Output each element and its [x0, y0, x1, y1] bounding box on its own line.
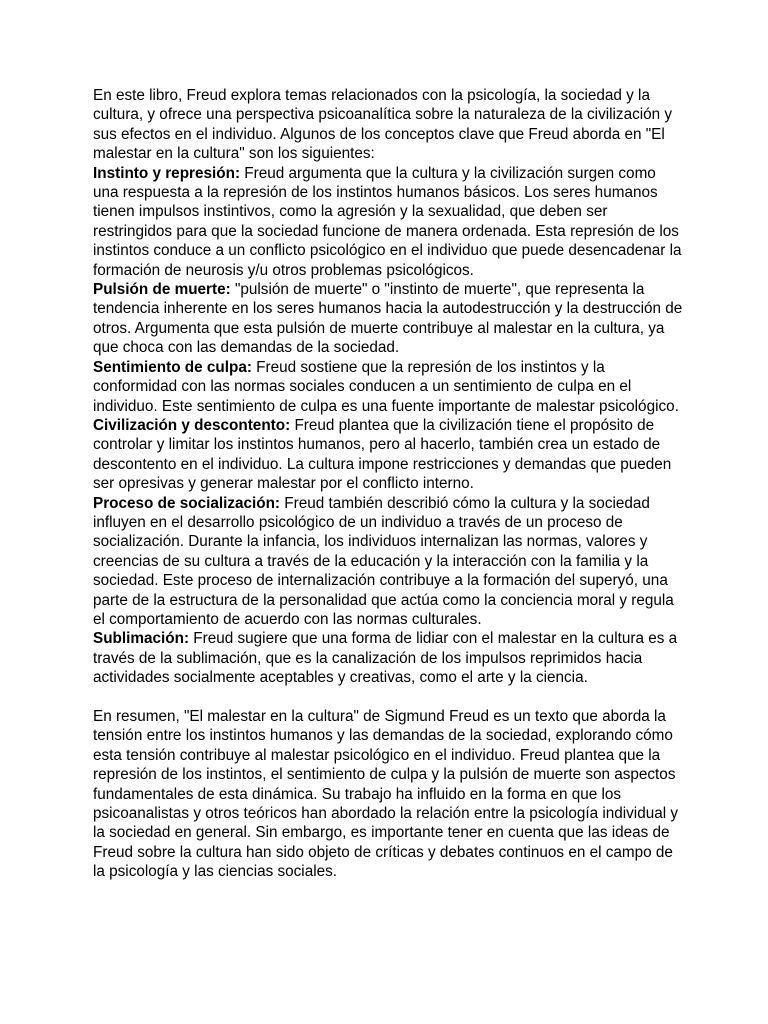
- concept-proceso-socializacion: [93, 494, 683, 630]
- concept-term: Civilización y descontento:: [93, 416, 291, 434]
- concept-term: Sentimiento de culpa:: [93, 358, 252, 376]
- concept-text: Freud sugiere que una forma de lidiar con el malestar en la cultura es a través de la sublimación, que es la canalización de los impulsos reprimidos hacia actividades socialmente aceptables y creativas, como el arte y la ciencia.: [93, 630, 678, 687]
- concept-instinto-represion: [93, 164, 683, 280]
- concept-text: Freud plantea que la civilización tiene el propósito de controlar y limitar los instintos humanos, pero al hacerlo, también crea un estado de descontento en el individuo. La cultura impone restricciones y demandas que pueden ser opresivas y generar malestar por el conflicto interno.: [93, 416, 672, 493]
- concept-pulsion-muerte: [93, 280, 683, 358]
- summary-paragraph: En resumen, "El malestar en la cultura" de Sigmund Freud es un texto que aborda la tensión entre los instintos humanos y las demandas de la sociedad, explorando cómo esta tensión contribuye al malestar psicológico en el individuo. Freud plantea que la represión de los instintos, el sentimiento de culpa y la pulsión de muerte son aspectos fundamentales de esta dinámica. Su trabajo ha influido en la forma en que los psicoanalistas y otros teóricos han abordado la relación entre la psicología individual y la sociedad en general. Sin embargo, es importante tener en cuenta que las ideas de Freud sobre la cultura han sido objeto de críticas y debates continuos en el campo de la psicología y las ciencias sociales.: [93, 707, 679, 881]
- concept-text: "pulsión de muerte" o "instinto de muerte", que representa la tendencia inherente en los seres humanos hacia la autodestrucción y la destrucción de otros. Argumenta que esta pulsión de muerte contribuye al malestar en la cultura, ya que choca con las demandas de la sociedad.: [93, 281, 683, 357]
- paragraph-spacer: [93, 688, 683, 707]
- concept-term: Instinto y represión:: [93, 164, 241, 182]
- concept-sublimacion: [93, 629, 683, 687]
- concept-civilizacion-descontento: [93, 416, 683, 494]
- intro-paragraph: En este libro, Freud explora temas relacionados con la psicología, la sociedad y la cultura, y ofrece una perspectiva psicoanalítica sobre la naturaleza de la civilización y sus efectos en el individuo. Algunos de los conceptos clave que Freud aborda en "El malestar en la cultura" son los siguientes:: [93, 87, 673, 163]
- document-page: [93, 86, 683, 882]
- concept-term: Pulsión de muerte:: [93, 281, 231, 299]
- concept-text: Freud argumenta que la cultura y la civilización surgen como una respuesta a la represión de los instintos humanos básicos. Los seres humanos tienen impulsos instintivos, como la agresión y la sexualidad, que deben ser restringidos para que la sociedad funcione de manera ordenada. Esta represión de los instintos conduce a un conflicto psicológico en el individuo que puede desencadenar la formación de neurosis y/u otros problemas psicológicos.: [93, 164, 682, 279]
- concept-text: Freud sostiene que la represión de los instintos y la conformidad con las normas sociales conducen a un sentimiento de culpa en el individuo. Este sentimiento de culpa es una fuente importante de malestar psicológico.: [93, 358, 679, 415]
- concept-term: Proceso de socialización:: [93, 494, 281, 512]
- concept-term: Sublimación:: [93, 630, 190, 648]
- concept-sentimiento-culpa: [93, 358, 683, 416]
- concept-text: Freud también describió cómo la cultura y la sociedad influyen en el desarrollo psicológico de un individuo a través de un proceso de socialización. Durante la infancia, los individuos internalizan las normas, valores y creencias de su cultura a través de la educación y la interacción con la familia y la sociedad. Este proceso de internalización contribuye a la formación del superyó, una parte de la estructura de la personalidad que actúa como la conciencia moral y regula el comportamiento de acuerdo con las normas culturales.: [93, 494, 674, 628]
